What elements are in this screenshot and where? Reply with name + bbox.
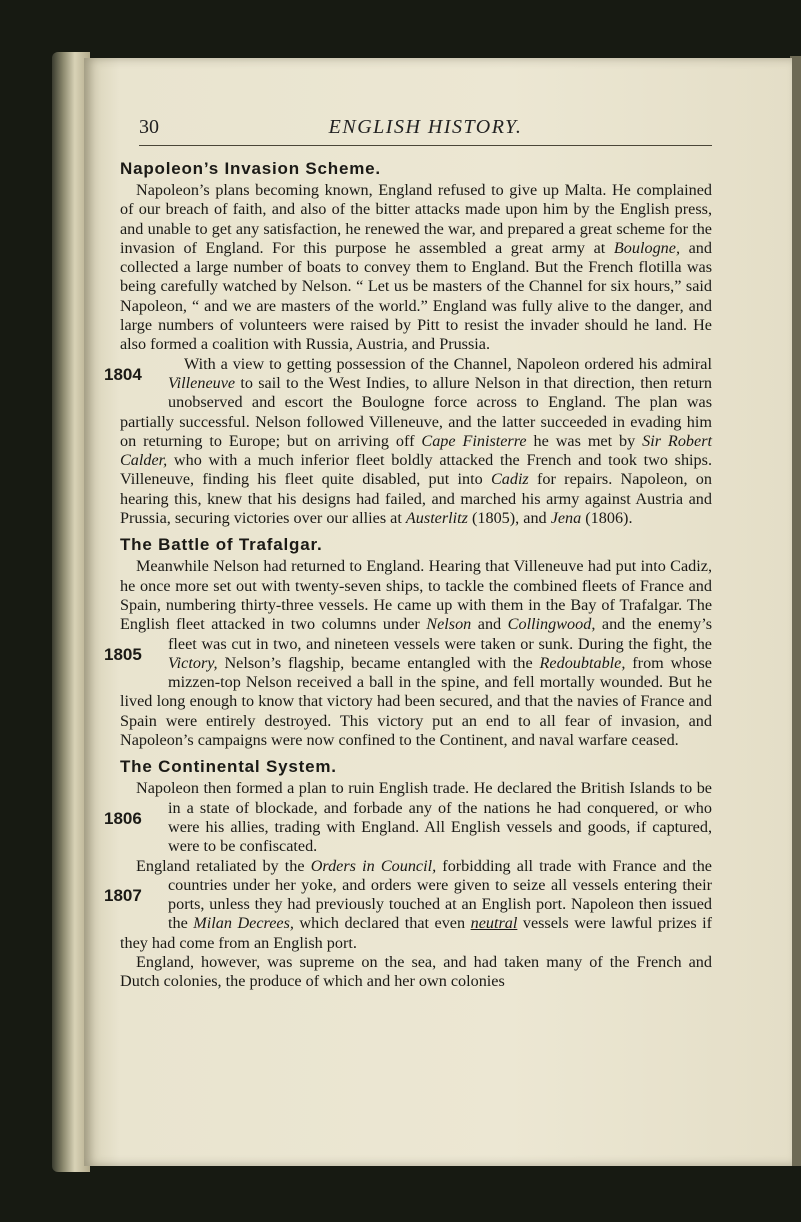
margin-year: 1804 <box>104 364 142 384</box>
margin-year: 1806 <box>104 808 142 828</box>
section-heading: The Battle of Trafalgar. <box>120 535 323 555</box>
margin-year: 1807 <box>104 885 142 905</box>
paragraph: England retaliated by the Orders in Council, forbidding all trade with France and the countries under her yoke, and orders were given to seize 1807 all vessels entering their ports, unless they had previously touched at an English port. Napoleon then issued the Milan Decrees, which declared that even neutral vessels were lawful prizes if they had come from an English port. <box>104 856 713 952</box>
header-rule <box>139 145 712 146</box>
section-trafalgar <box>104 534 712 750</box>
margin-year: 1805 <box>104 644 142 664</box>
page-content <box>104 158 713 998</box>
paragraph: Napoleon’s plans becoming known, England refused to give up Malta. He complained of our breach of faith, and also of the bitter attacks made upon him by the English press, and unable to get any satisfaction, he renewed the war, and prepared a great scheme for the invasion of England. For this purpose he assembled a great army at Boulogne, and collected a large number of boats to convey them to England. But the French flotilla was being carefully watched by Nelson. “ Let us be masters of the Channel for six hours,” said Napoleon, “ and we are masters of the world.” England was fully alive to the danger, and large numbers of volunteers were raised by Pitt to resist the invader should he land. He also formed a coalition with Russia, Austria, and Prussia. <box>120 181 712 354</box>
section-invasion-scheme <box>104 158 712 528</box>
page-number: 30 <box>139 116 159 138</box>
paragraph: England, however, was supreme on the sea, and had taken many of the French and Dutch colonies, the produce of which and her own colonies <box>120 952 712 991</box>
paragraph: Napoleon then formed a plan to ruin English trade. He declared the British Islands to be in a state of blockade, and forbade any of the nations 1806 he had conquered, or who were his allies, trading with England. All English vessels and goods, if captured, were to be confiscated. <box>104 779 712 856</box>
section-heading: Napoleon’s Invasion Scheme. <box>120 159 381 178</box>
paragraph: With a view to getting possession of the Channel, Napoleon ordered his 1804 admiral Villeneuve to sail to the West Indies, to allure Nelson in that direction, then return unobserved and escort the Boulogne force across to England. The plan was partially successful. Nelson followed Villeneuve, and the latter succeeded in evading him on returning to Europe; but on arriving off Cape Finisterre he was met by Sir Robert Calder, who with a much inferior fleet boldly attacked the French and took two ships. Villeneuve, finding his fleet quite disabled, put into Cadiz for repairs. Napoleon, on hearing this, knew that his designs had failed, and marched his army against Austria and Prussia, securing victories over our allies at Austerlitz (1805), and Jena (1806). <box>104 354 712 528</box>
paragraph: Meanwhile Nelson had returned to England. Hearing that Villeneuve had put into Cadiz, he once more set out with twenty-seven ships, to tackle the combined fleets of France and Spain, numbering thirty-three vessels. He came up with them in the Bay of Trafalgar. The English fleet attacked in two columns under Nelson and Collingwood, and the enemy’s 1805 fleet was cut in two, and nineteen vessels were taken or sunk. During the fight, the Victory, Nelson’s flagship, became entangled with the Redoubtable, from whose mizzen-top Nelson received a ball in the spine, and fell mortally wounded. But he lived long enough to know that victory had been secured, and that the navies of France and Spain were entirely destroyed. This victory put an end to all fear of invasion, and Napoleon’s campaigns were now confined to the Continent, and naval warfare ceased. <box>104 557 712 750</box>
section-heading: The Continental System. <box>120 757 337 777</box>
running-title: ENGLISH HISTORY. <box>328 116 523 138</box>
section-continental-system <box>104 756 713 991</box>
page-header <box>139 114 712 144</box>
